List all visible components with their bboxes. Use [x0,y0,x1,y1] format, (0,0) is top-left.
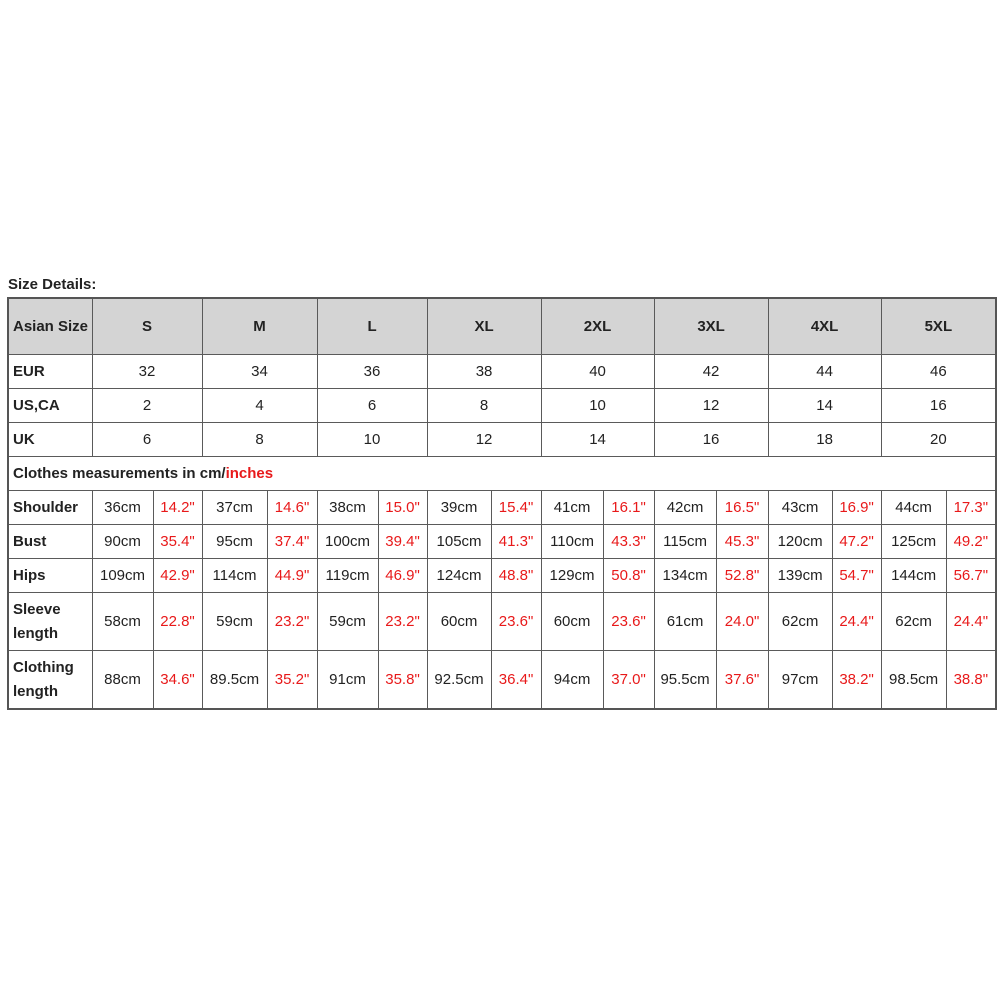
cm-cell: 139cm [768,559,832,593]
inch-cell: 23.6" [603,593,654,651]
cm-cell: 90cm [92,525,153,559]
cm-cell: 105cm [427,525,491,559]
size-header: L [317,298,427,355]
cm-cell: 39cm [427,491,491,525]
inch-cell: 22.8" [153,593,202,651]
measurement-row [8,559,996,593]
inch-cell: 43.3" [603,525,654,559]
conversion-cell: 6 [92,423,202,457]
inch-cell: 47.2" [832,525,881,559]
inch-cell: 16.5" [716,491,768,525]
cm-cell: 110cm [541,525,603,559]
cm-cell: 95.5cm [654,651,716,710]
conversion-cell: 4 [202,389,317,423]
conversion-row [8,423,996,457]
measurement-row [8,525,996,559]
size-header: 5XL [881,298,996,355]
inch-cell: 38.2" [832,651,881,710]
cm-cell: 109cm [92,559,153,593]
cm-cell: 115cm [654,525,716,559]
conversion-cell: 46 [881,355,996,389]
cm-cell: 125cm [881,525,946,559]
conversion-cell: 16 [654,423,768,457]
size-header: M [202,298,317,355]
inch-cell: 35.2" [267,651,317,710]
cm-cell: 37cm [202,491,267,525]
measurements-title-inches: inches [225,465,274,482]
conversion-cell: 42 [654,355,768,389]
inch-cell: 37.6" [716,651,768,710]
conversion-cell: 38 [427,355,541,389]
inch-cell: 37.4" [267,525,317,559]
cm-cell: 60cm [541,593,603,651]
inch-cell: 23.6" [491,593,541,651]
cm-cell: 91cm [317,651,378,710]
conversion-cell: 40 [541,355,654,389]
conversion-cell: 2 [92,389,202,423]
row-label: Sleeve length [8,593,92,651]
cm-cell: 59cm [317,593,378,651]
inch-cell: 17.3" [946,491,996,525]
cm-cell: 38cm [317,491,378,525]
conversion-cell: 8 [202,423,317,457]
cm-cell: 44cm [881,491,946,525]
cm-cell: 62cm [768,593,832,651]
inch-cell: 23.2" [378,593,427,651]
inch-cell: 46.9" [378,559,427,593]
cm-cell: 60cm [427,593,491,651]
measurement-row [8,491,996,525]
inch-cell: 41.3" [491,525,541,559]
cm-cell: 92.5cm [427,651,491,710]
page-title: Size Details: [8,276,97,293]
inch-cell: 15.4" [491,491,541,525]
cm-cell: 59cm [202,593,267,651]
cm-cell: 94cm [541,651,603,710]
inch-cell: 56.7" [946,559,996,593]
conversion-cell: 36 [317,355,427,389]
cm-cell: 89.5cm [202,651,267,710]
cm-cell: 120cm [768,525,832,559]
size-header: 3XL [654,298,768,355]
conversion-cell: 32 [92,355,202,389]
inch-cell: 39.4" [378,525,427,559]
size-header: XL [427,298,541,355]
inch-cell: 35.8" [378,651,427,710]
inch-cell: 50.8" [603,559,654,593]
inch-cell: 45.3" [716,525,768,559]
measurement-row [8,651,996,710]
conversion-row [8,389,996,423]
inch-cell: 54.7" [832,559,881,593]
cm-cell: 100cm [317,525,378,559]
size-chart-table [7,297,997,710]
measurements-title-prefix: Clothes measurements in cm/ [13,465,226,482]
cm-cell: 97cm [768,651,832,710]
cm-cell: 114cm [202,559,267,593]
size-header: 4XL [768,298,881,355]
row-label: Shoulder [8,491,92,525]
row-label: Bust [8,525,92,559]
cm-cell: 43cm [768,491,832,525]
inch-cell: 52.8" [716,559,768,593]
cm-cell: 62cm [881,593,946,651]
size-header: 2XL [541,298,654,355]
header-row [8,298,996,355]
conversion-cell: 12 [427,423,541,457]
measurements-title [8,457,996,491]
cm-cell: 129cm [541,559,603,593]
cm-cell: 88cm [92,651,153,710]
conversion-cell: 6 [317,389,427,423]
row-label: US,CA [8,389,92,423]
inch-cell: 36.4" [491,651,541,710]
measurements-title-row [8,457,996,491]
inch-cell: 14.6" [267,491,317,525]
conversion-cell: 16 [881,389,996,423]
cm-cell: 98.5cm [881,651,946,710]
conversion-cell: 10 [541,389,654,423]
conversion-cell: 8 [427,389,541,423]
inch-cell: 14.2" [153,491,202,525]
inch-cell: 16.1" [603,491,654,525]
inch-cell: 42.9" [153,559,202,593]
inch-cell: 24.4" [946,593,996,651]
conversion-cell: 10 [317,423,427,457]
conversion-cell: 18 [768,423,881,457]
cm-cell: 134cm [654,559,716,593]
size-header: S [92,298,202,355]
cm-cell: 36cm [92,491,153,525]
inch-cell: 49.2" [946,525,996,559]
row-label: Clothing length [8,651,92,710]
cm-cell: 144cm [881,559,946,593]
row-label: UK [8,423,92,457]
cm-cell: 119cm [317,559,378,593]
inch-cell: 38.8" [946,651,996,710]
inch-cell: 24.4" [832,593,881,651]
cm-cell: 58cm [92,593,153,651]
cm-cell: 61cm [654,593,716,651]
inch-cell: 15.0" [378,491,427,525]
cm-cell: 124cm [427,559,491,593]
inch-cell: 24.0" [716,593,768,651]
conversion-row [8,355,996,389]
cm-cell: 42cm [654,491,716,525]
inch-cell: 48.8" [491,559,541,593]
conversion-cell: 14 [768,389,881,423]
cm-cell: 95cm [202,525,267,559]
cm-cell: 41cm [541,491,603,525]
measurement-row [8,593,996,651]
row-label: Hips [8,559,92,593]
conversion-cell: 12 [654,389,768,423]
conversion-cell: 20 [881,423,996,457]
conversion-cell: 14 [541,423,654,457]
inch-cell: 35.4" [153,525,202,559]
header-label: Asian Size [8,298,92,355]
row-label: EUR [8,355,92,389]
conversion-cell: 34 [202,355,317,389]
inch-cell: 23.2" [267,593,317,651]
inch-cell: 37.0" [603,651,654,710]
inch-cell: 44.9" [267,559,317,593]
inch-cell: 34.6" [153,651,202,710]
conversion-cell: 44 [768,355,881,389]
size-chart-body [8,298,996,709]
inch-cell: 16.9" [832,491,881,525]
